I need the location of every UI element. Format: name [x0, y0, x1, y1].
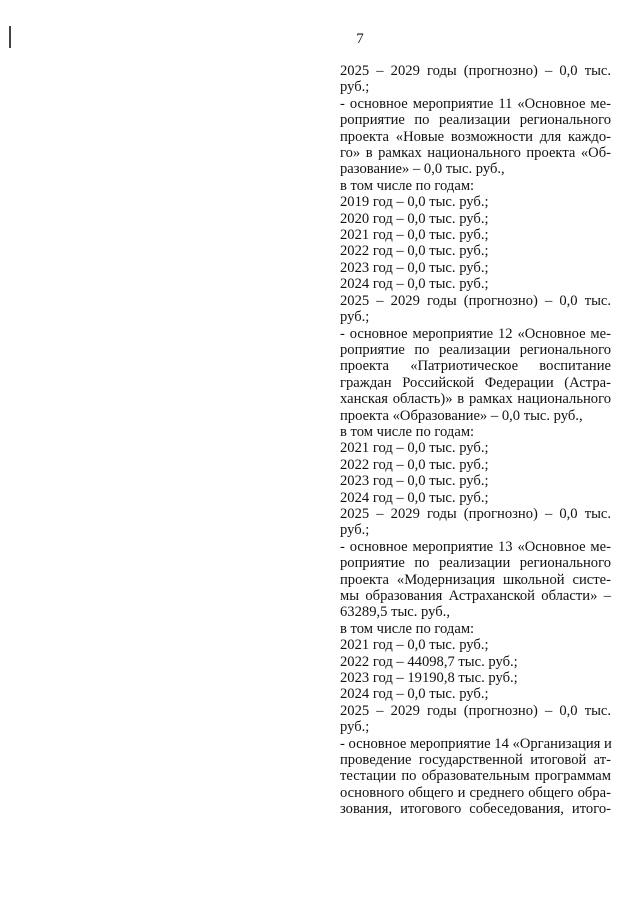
text-line: 2021 год – 0,0 тыс. руб.; — [340, 440, 489, 457]
text-line: 2021 год – 0,0 тыс. руб.; — [340, 637, 489, 654]
text-line: ханская область)» в рамках национального — [340, 391, 611, 408]
text-line: граждан Российской Федерации (Астра- — [340, 374, 611, 391]
text-line: зования, итогового собеседования, итого- — [340, 801, 611, 818]
text-line: 2024 год – 0,0 тыс. руб.; — [340, 489, 489, 506]
text-line: 2021 год – 0,0 тыс. руб.; — [340, 227, 489, 244]
text-line: - основное мероприятие 13 «Основное ме- — [340, 538, 611, 555]
text-line: 2023 год – 19190,8 тыс. руб.; — [340, 670, 518, 687]
text-line: роприятие по реализации регионального — [340, 341, 611, 358]
text-line: проекта «Новые возможности для каждо- — [340, 128, 611, 145]
text-line: проекта «Образование» – 0,0 тыс. руб., — [340, 407, 583, 424]
text-line: в том числе по годам: — [340, 423, 475, 440]
text-line: 63289,5 тыс. руб., — [340, 604, 450, 621]
document-text-column — [340, 63, 611, 818]
text-line: роприятие по реализации регионального — [340, 112, 611, 129]
text-line: проекта «Патриотическое воспитание — [340, 358, 611, 375]
text-line: - основное мероприятие 11 «Основное ме- — [340, 95, 611, 112]
page-number: 7 — [356, 31, 364, 47]
text-line: 2022 год – 0,0 тыс. руб.; — [340, 456, 489, 473]
scan-edge-mark — [9, 26, 11, 48]
text-line: 2020 год – 0,0 тыс. руб.; — [340, 210, 489, 227]
text-line: 2025 – 2029 годы (прогнозно) – 0,0 тыс. — [340, 63, 611, 79]
text-line: 2023 год – 0,0 тыс. руб.; — [340, 259, 489, 276]
text-line: 2024 год – 0,0 тыс. руб.; — [340, 276, 489, 293]
text-line: 2025 – 2029 годы (прогнозно) – 0,0 тыс. — [340, 505, 611, 522]
text-line: 2019 год – 0,0 тыс. руб.; — [340, 194, 489, 211]
text-line: руб.; — [340, 522, 370, 539]
text-line: руб.; — [340, 79, 370, 96]
text-line: мы образования Астраханской области» – — [340, 588, 611, 604]
text-line: разование» – 0,0 тыс. руб., — [340, 161, 505, 178]
text-line: руб.; — [340, 719, 370, 736]
text-line: 2025 – 2029 годы (прогнозно) – 0,0 тыс. — [340, 292, 611, 309]
text-line: - основное мероприятие 14 «Организация и — [340, 735, 612, 752]
text-line: проведение государственной итоговой ат- — [340, 752, 611, 769]
text-line: 2024 год – 0,0 тыс. руб.; — [340, 686, 489, 703]
text-line: в том числе по годам: — [340, 620, 475, 637]
text-line: роприятие по реализации регионального — [340, 555, 611, 572]
text-line: проекта «Модернизация школьной систе- — [340, 571, 611, 588]
text-line: 2022 год – 0,0 тыс. руб.; — [340, 243, 489, 260]
text-line: в том числе по годам: — [340, 177, 475, 194]
text-line: 2022 год – 44098,7 тыс. руб.; — [340, 653, 518, 670]
text-line: тестации по образовательным программам — [340, 768, 611, 785]
text-line: основного общего и среднего общего обра- — [340, 784, 611, 801]
text-line: го» в рамках национального проекта «Об- — [340, 145, 611, 162]
text-line: 2023 год – 0,0 тыс. руб.; — [340, 473, 489, 490]
text-line: руб.; — [340, 309, 370, 326]
text-line: 2025 – 2029 годы (прогнозно) – 0,0 тыс. — [340, 702, 611, 719]
text-line: - основное мероприятие 12 «Основное ме- — [340, 325, 611, 342]
